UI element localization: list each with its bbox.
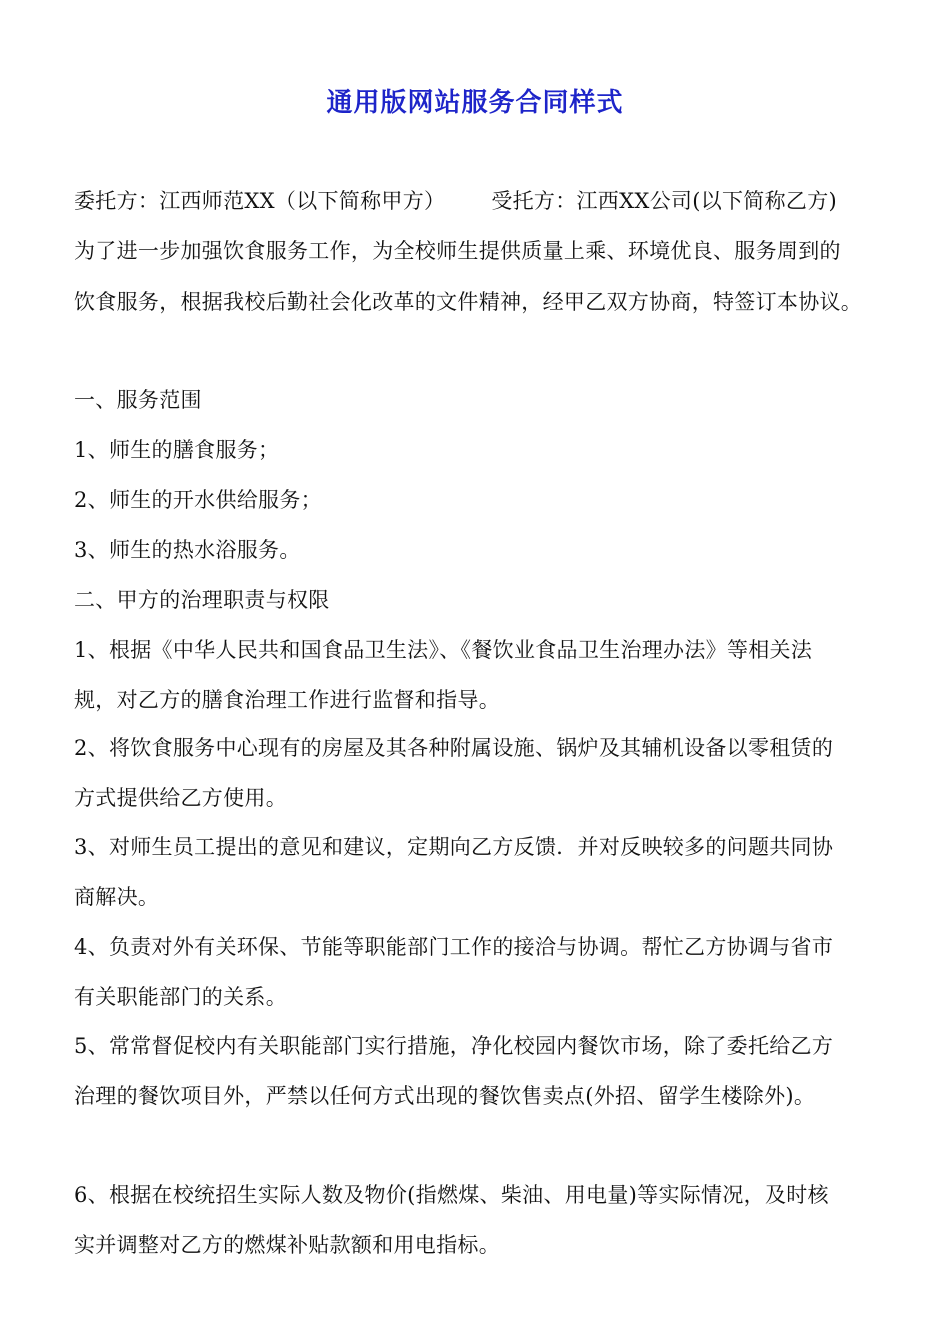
section1-item-3: 3、师生的热水浴服务。 — [74, 538, 301, 562]
section2-line-5: 3、对师生员工提出的意见和建议，定期向乙方反馈．并对反映较多的问题共同协 — [74, 835, 834, 859]
intro-line-2: 饮食服务，根据我校后勤社会化改革的文件精神，经甲乙双方协商，特签订本协议。 — [74, 290, 863, 314]
section1-heading: 一、服务范围 — [74, 388, 202, 412]
section2-line-1: 1、根据《中华人民共和国食品卫生法》、《餐饮业食品卫生治理办法》等相关法 — [74, 638, 813, 662]
section2-line-11: 6、根据在校统招生实际人数及物价(指燃煤、柴油、用电量)等实际情况，及时核 — [74, 1183, 829, 1207]
intro-line-1: 为了进一步加强饮食服务工作，为全校师生提供质量上乘、环境优良、服务周到的 — [74, 239, 841, 263]
section2-line-12: 实并调整对乙方的燃煤补贴款额和用电指标。 — [74, 1233, 500, 1257]
section2-line-7: 4、负责对外有关环保、节能等职能部门工作的接洽与协调。帮忙乙方协调与省市 — [74, 935, 834, 959]
section2-line-6: 商解决。 — [74, 885, 160, 909]
section2-line-2: 规，对乙方的膳食治理工作进行监督和指导。 — [74, 688, 500, 712]
parties-line — [74, 186, 837, 216]
section2-line-3: 2、将饮食服务中心现有的房屋及其各种附属设施、锅炉及其辅机设备以零租赁的 — [74, 736, 834, 760]
document-title: 通用版网站服务合同样式 — [326, 88, 624, 118]
section2-line-4: 方式提供给乙方使用。 — [74, 786, 287, 810]
section2-line-9: 5、常常督促校内有关职能部门实行措施，净化校园内餐饮市场，除了委托给乙方 — [74, 1034, 834, 1058]
section2-line-8: 有关职能部门的关系。 — [74, 985, 287, 1009]
section1-item-1: 1、师生的膳食服务； — [74, 438, 280, 462]
section1-item-2: 2、师生的开水供给服务； — [74, 488, 322, 512]
section2-heading: 二、甲方的治理职责与权限 — [74, 588, 330, 612]
party-a: 委托方：江西师范XX（以下简称甲方） — [74, 189, 446, 213]
party-b: 受托方：江西XX公司(以下简称乙方) — [491, 189, 837, 213]
section2-line-10: 治理的餐饮项目外，严禁以任何方式出现的餐饮售卖点(外招、留学生楼除外)。 — [74, 1084, 816, 1108]
